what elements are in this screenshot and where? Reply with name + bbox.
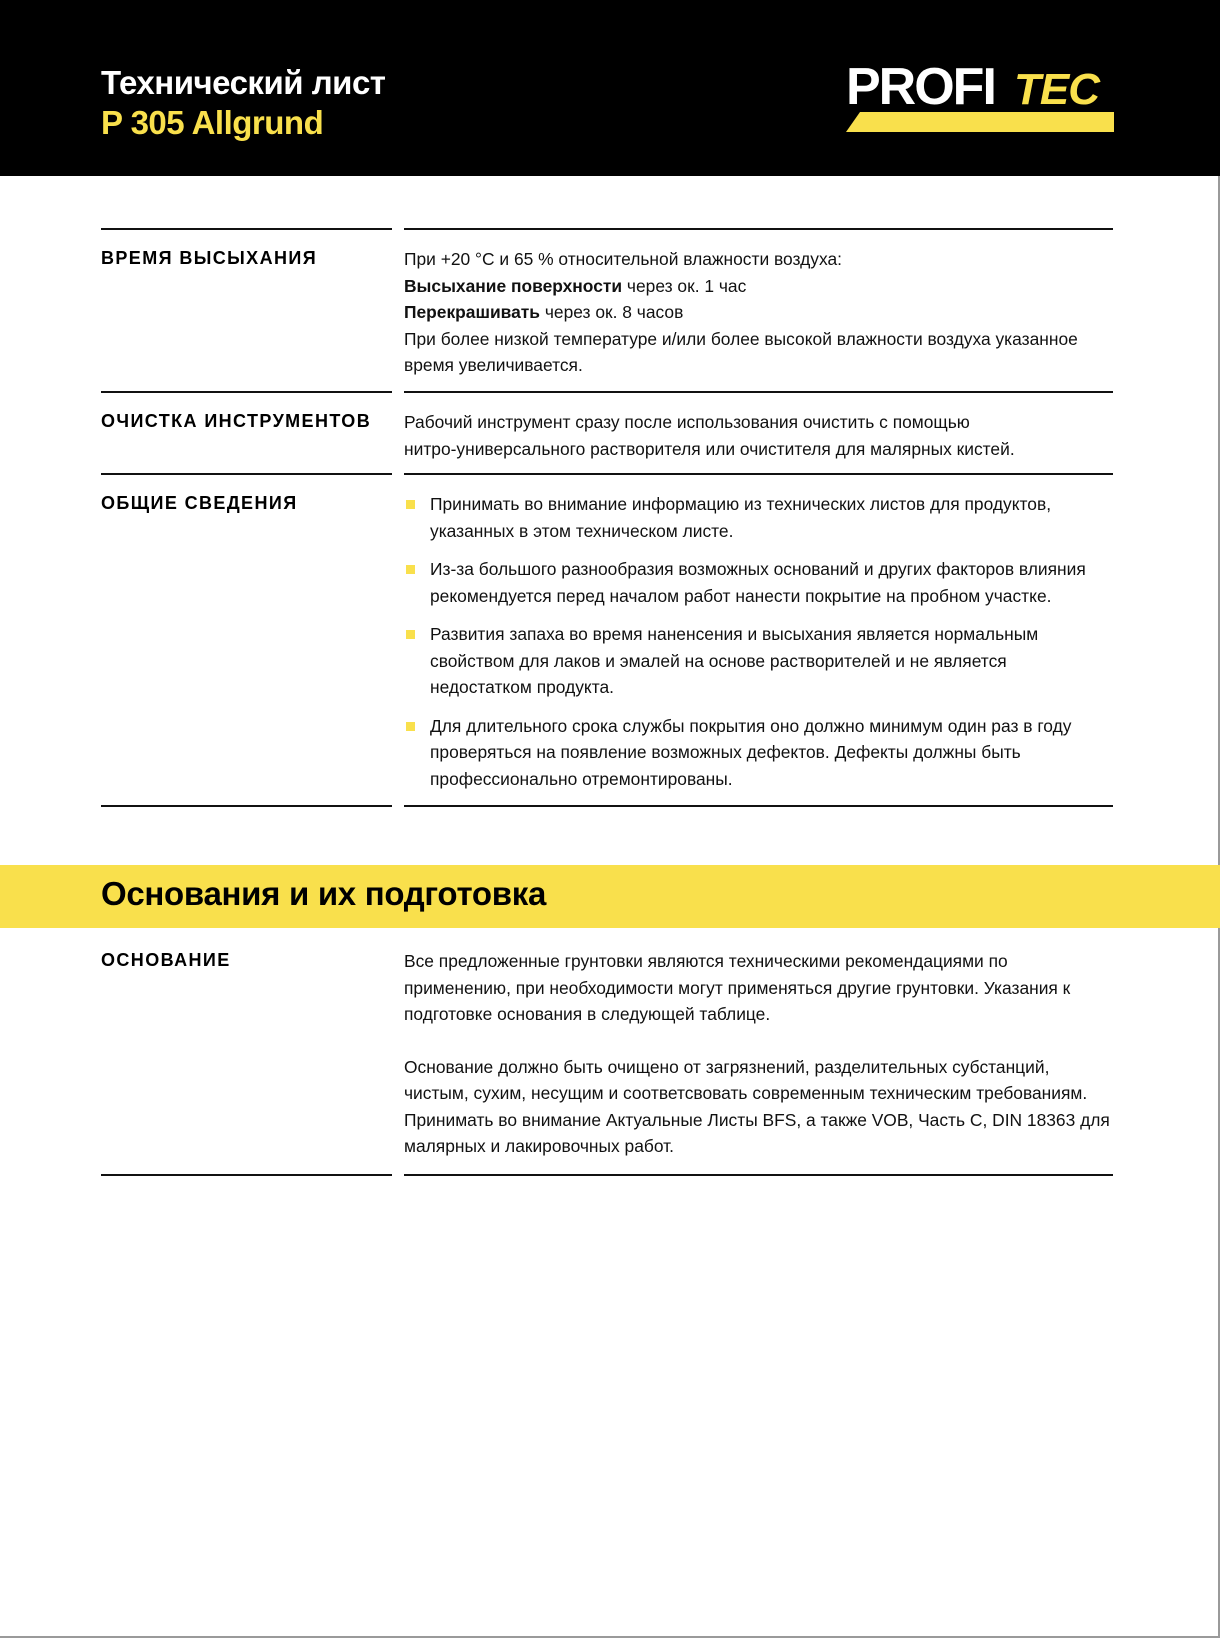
- tool-cleaning-label: ОЧИСТКА ИНСТРУМЕНТОВ: [101, 411, 372, 431]
- recoat-line: [404, 299, 1113, 326]
- divider-right: [404, 473, 1113, 475]
- substrate-paragraph-1: Все предложенные грунтовки являются техническими рекомендациями по применению, при необходимости могут применяться другие грунтовки. Указания к подготовке основания в следующей таблице.: [404, 951, 1071, 1024]
- surface-dry-line: [404, 273, 1113, 300]
- surface-dry-label: Высыхание поверхности: [404, 275, 623, 296]
- divider-left: [101, 391, 392, 393]
- logo-text-accent: TEC: [1014, 65, 1099, 114]
- list-item: [404, 713, 1113, 793]
- divider-left: [101, 1174, 392, 1176]
- list-item: [404, 556, 1113, 609]
- divider-left: [101, 228, 392, 230]
- yellow-square-bullet-icon: [406, 630, 415, 639]
- header-bar: [0, 0, 1220, 176]
- tool-cleaning-text-1: Рабочий инструмент сразу после использования очистить с помощью: [404, 412, 970, 432]
- tool-cleaning-content: [404, 409, 1113, 462]
- divider-left: [101, 473, 392, 475]
- section-title: Основания и их подготовка: [101, 875, 547, 912]
- general-info-list: [404, 491, 1113, 792]
- drying-time-label: ВРЕМЯ ВЫСЫХАНИЯ: [101, 248, 318, 268]
- substrate-content: [404, 948, 1113, 1160]
- list-item-text: Принимать во внимание информацию из технических листов для продуктов, указанных в этом техническом листе.: [430, 494, 1052, 541]
- list-item-text: Развития запаха во время наненсения и высыхания является нормальным свойством для лаков и эмалей на основе растворителей и не является недостатком продукта.: [430, 624, 1039, 697]
- substrate-label: ОСНОВАНИЕ: [101, 950, 231, 970]
- general-info-content: [404, 491, 1113, 804]
- list-item-text: Из-за большого разнообразия возможных оснований и других факторов влияния рекомендуется перед началом работ нанести покрытие на пробном участке.: [430, 559, 1086, 606]
- list-item: [404, 491, 1113, 544]
- recoat-value: через ок. 8 часов: [540, 302, 684, 322]
- drying-note: При более низкой температуре и/или более высокой влажности воздуха указанное время увеличивается.: [404, 328, 1078, 375]
- general-info-label: ОБЩИЕ СВЕДЕНИЯ: [101, 493, 298, 513]
- yellow-square-bullet-icon: [406, 565, 415, 574]
- drying-time-content: [404, 246, 1113, 379]
- divider-right: [404, 1174, 1113, 1176]
- document-type-title: Технический лист: [101, 64, 386, 101]
- surface-dry-value: через ок. 1 час: [622, 275, 747, 296]
- logo-text-main: PROFI: [846, 58, 995, 116]
- section-header-band: [0, 865, 1220, 928]
- divider-right: [404, 805, 1113, 807]
- list-item: [404, 621, 1113, 701]
- divider-right: [404, 391, 1113, 393]
- profitec-logo: [846, 58, 1114, 134]
- product-name: P 305 Allgrund: [101, 104, 324, 141]
- yellow-square-bullet-icon: [406, 722, 415, 731]
- substrate-paragraph-2: Основание должно быть очищено от загрязнений, разделительных субстанций, чистым, сухим, несущим и соответсвовать современным техническим требованиям. Принимать во внимание Актуальные Листы BFS, а также VOB, Часть С, DIN 18363 для малярных и лакировочных работ.: [404, 1056, 1110, 1156]
- divider-right: [404, 228, 1113, 230]
- drying-conditions: При +20 °C и 65 % относительной влажности воздуха:: [404, 249, 842, 269]
- yellow-square-bullet-icon: [406, 500, 415, 509]
- tool-cleaning-text-2: нитро-универсального растворителя или очистителя для малярных кистей.: [404, 438, 1015, 459]
- divider-left: [101, 805, 392, 807]
- recoat-label: Перекрашивать: [404, 302, 540, 322]
- list-item-text: Для длительного срока службы покрытия оно должно минимум один раз в году проверяться на появление возможных дефектов. Дефекты должны быть профессионально отремонтированы.: [430, 715, 1072, 789]
